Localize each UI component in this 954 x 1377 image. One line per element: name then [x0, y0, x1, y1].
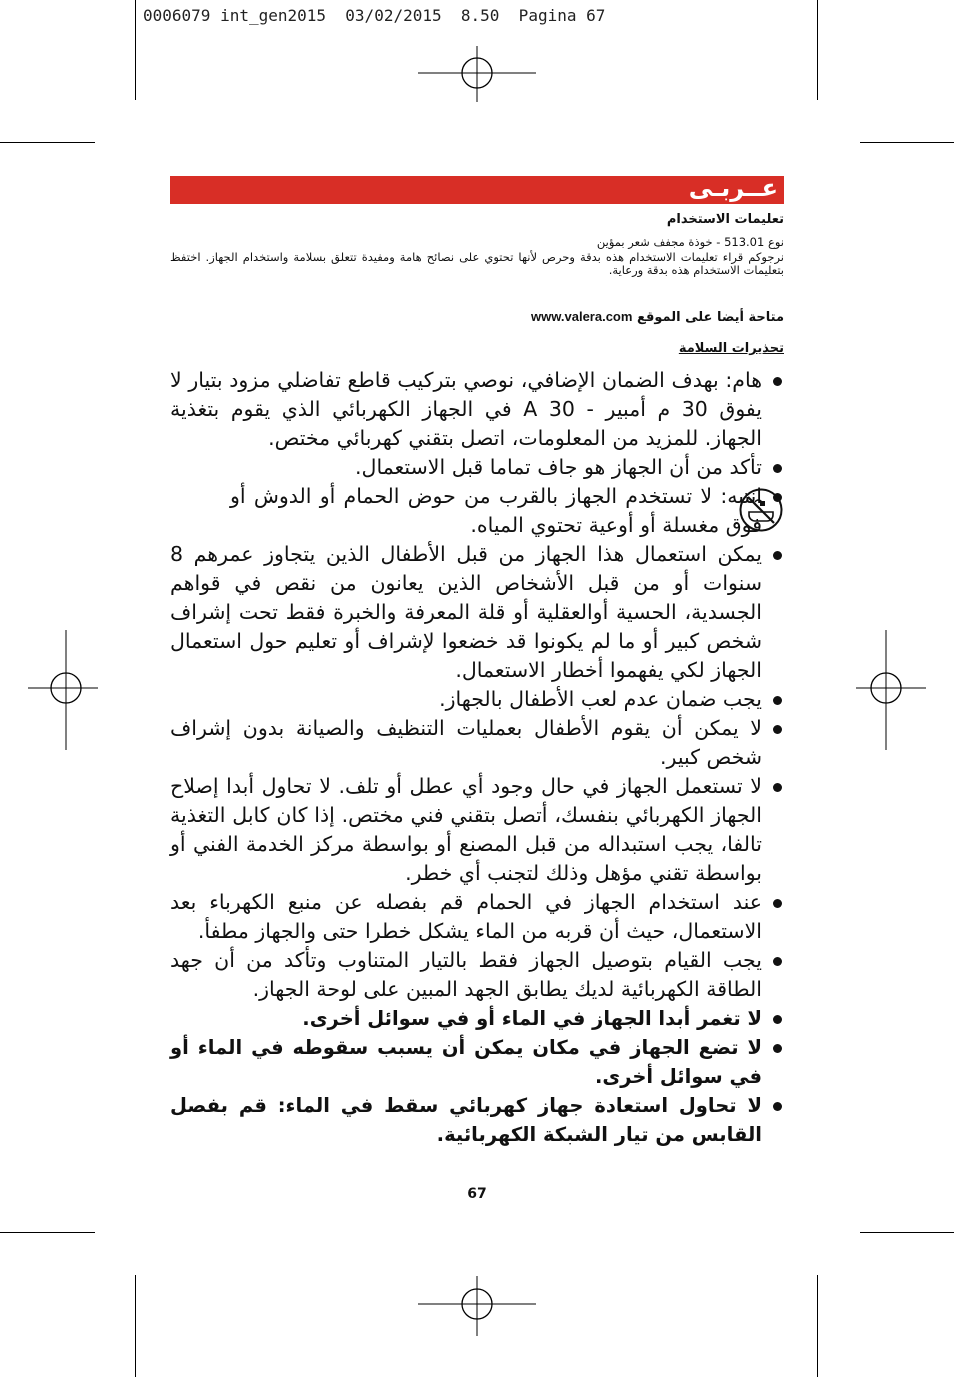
bullet-icon — [773, 1102, 782, 1111]
intro-paragraph: نرجوكم قراء تعليمات الاستخدام هذه بدقة وحرص لأنها تحتوي على نصائح هامة ومفيدة تتعلق بسلامة واستخدام الجهاز. اختفظ بتعليمات الاستخدام هذه بدقة ورعاية. — [170, 250, 784, 277]
registration-mark-top — [418, 46, 536, 102]
warning-item: يجب القيام بتوصيل الجهاز فقط بالتيار المتناوب وتأكد من أن جهد الطاقة الكهربائية لديك يطابق الجهد المبين على لوحة الجهاز. — [170, 946, 784, 1004]
bullet-icon — [773, 1044, 782, 1053]
page-number: 67 — [467, 1186, 487, 1202]
bullet-icon — [773, 1015, 782, 1024]
bullet-icon — [773, 493, 782, 502]
product-line: نوع 513.01 - خوذة مجفف شعر بمؤين — [596, 235, 784, 249]
language-header-bar — [170, 176, 784, 204]
warning-item-bold: لا تغمر أبدا الجهاز في الماء أو في سوائل أخرى. — [170, 1004, 784, 1033]
warning-item: لا تستعمل الجهاز في حال وجود أي عطل أو تلف. لا تحاول أبدا إصلاح الجهاز الكهربائي بنفسك، أتصل بتقني فني مختص. إذا كان كابل التغذية تالفا، يجب استبداله من قبل المصنع أو بواسطة مركز الخدمة الفني أو بواسطة تقني مؤهل وذلك لتجنب أي خطر. — [170, 772, 784, 888]
print-slug: 0006079 int_gen2015 03/02/2015 8.50 Pagina 67 — [143, 6, 606, 25]
warning-item: عند استخدام الجهاز في الحمام قم بفصله عن منبع الكهرباء بعد الاستعمال، حيث أن قربه من الماء يشكل خطرا حتى والجهاز مطفأ. — [170, 888, 784, 946]
bullet-icon — [773, 464, 782, 473]
website-line — [170, 309, 784, 325]
warning-item: يمكن استعمال هذا الجهاز من قبل الأطفال الذين يتجاوز عمرهم 8 سنوات أو من قبل الأشخاص الذين يعانون من نقص في قواهم الجسدية، الحسية أوالعقلية أو قلة المعرفة والخبرة فقط تحت إشراف شخص كبير أو ما لم يكونوا قد خضعوا لإشراف أو تعليم حول استعمال الجهاز لكي يفهموا أخطار الاستعمال. — [170, 540, 784, 685]
warning-item: يجب ضمان عدم لعب الأطفال بالجهاز. — [170, 685, 784, 714]
registration-mark-right — [856, 630, 926, 750]
bullet-icon — [773, 783, 782, 792]
bullet-icon — [773, 377, 782, 386]
language-title: عــربـى — [688, 174, 778, 202]
warning-item: انتبه: لا تستخدم الجهاز بالقرب من حوض الحمام أو الدوش أو فوق مغسلة أو أوعية تحتوي المياه. — [230, 482, 784, 540]
warning-item: لا يمكن أن يقوم الأطفال بعمليات التنظيف والصيانة بدون إشراف شخص كبير. — [170, 714, 784, 772]
warning-item: تأكد من أن الجهاز هو جاف تماما قبل الاستعمال. — [170, 453, 784, 482]
bullet-icon — [773, 725, 782, 734]
safety-warnings-list — [170, 366, 784, 1149]
registration-mark-left — [28, 630, 98, 750]
bullet-icon — [773, 899, 782, 908]
website-url[interactable]: www.valera.com — [531, 309, 633, 324]
warning-item-bold: لا تضع الجهاز في مكان يمكن أن يسبب سقوطه في الماء أو في سوائل أخرى. — [170, 1033, 784, 1091]
website-label: متاحة أيضا على الموقع — [636, 310, 784, 325]
bullet-icon — [773, 551, 782, 560]
instructions-title: تعليمات الاستخدام — [666, 212, 784, 227]
bullet-icon — [773, 957, 782, 966]
warning-item: هام: بهدف الضمان الإضافي، نوصي بتركيب قاطع تفاضلي مزود بتيار لا يفوق 30 م أمبير - 30 A في الجهاز الكهربائي الذي يقوم بتغذية الجهاز. للمزيد من المعلومات، اتصل بتقني كهربائي مختص. — [170, 366, 784, 453]
safety-title: تحذيرات السلامة — [678, 341, 784, 356]
bullet-icon — [773, 696, 782, 705]
registration-mark-bottom — [418, 1276, 536, 1336]
warning-item-bold: لا تحاول استعادة جهاز كهربائي سقط في الماء: قم بفصل القابس من تيار الشبكة الكهربائية. — [170, 1091, 784, 1149]
